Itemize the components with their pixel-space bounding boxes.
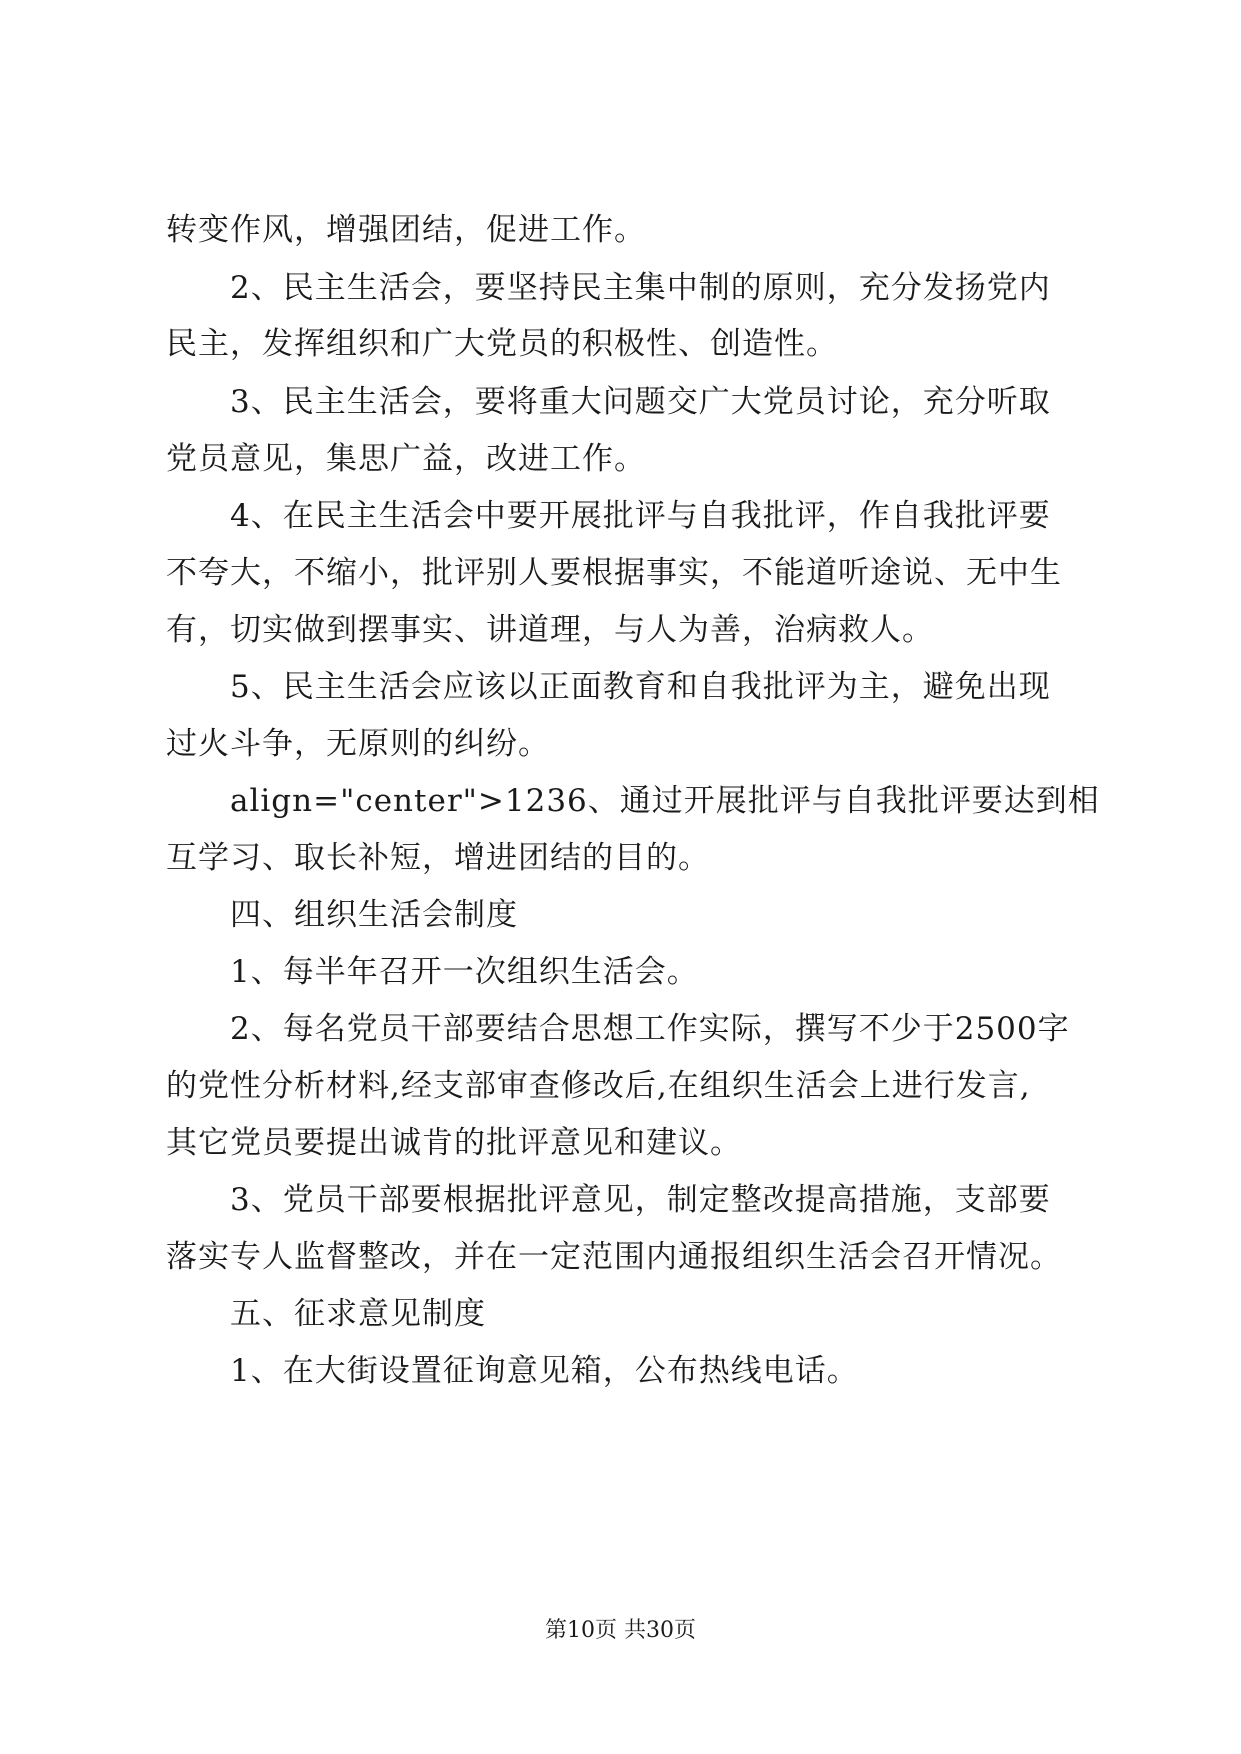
text-line-19: 落实专人监督整改，并在一定范围内通报组织生活会召开情况。 xyxy=(166,1239,1062,1275)
text-line-3: 民主，发挥组织和广大党员的积极性、创造性。 xyxy=(166,326,838,362)
text-line-21: 1、在大街设置征询意见箱，公布热线电话。 xyxy=(230,1353,859,1389)
text-line-1: 转变作风，增强团结，促进工作。 xyxy=(166,212,646,248)
text-line-10: 过火斗争，无原则的纠纷。 xyxy=(166,726,550,762)
section-heading-4: 四、组织生活会制度 xyxy=(230,897,518,933)
text-line-14: 1、每半年召开一次组织生活会。 xyxy=(230,954,699,990)
text-line-4: 3、民主生活会，要将重大问题交广大党员讨论，充分听取 xyxy=(230,384,1051,420)
text-line-2: 2、民主生活会，要坚持民主集中制的原则，充分发扬党内 xyxy=(230,270,1051,306)
text-line-9: 5、民主生活会应该以正面教育和自我批评为主，避免出现 xyxy=(230,669,1051,705)
text-line-7: 不夸大，不缩小，批评别人要根据事实，不能道听途说、无中生 xyxy=(166,555,1062,591)
section-heading-5: 五、征求意见制度 xyxy=(230,1296,486,1332)
text-line-5: 党员意见，集思广益，改进工作。 xyxy=(166,441,646,477)
text-line-8: 有，切实做到摆事实、讲道理，与人为善，治病救人。 xyxy=(166,612,934,648)
text-line-6: 4、在民主生活会中要开展批评与自我批评，作自我批评要 xyxy=(230,498,1051,534)
text-line-12: 互学习、取长补短，增进团结的目的。 xyxy=(166,840,710,876)
text-line-18: 3、党员干部要根据批评意见，制定整改提高措施，支部要 xyxy=(230,1182,1051,1218)
text-line-16: 的党性分析材料,经支部审查修改后,在组织生活会上进行发言, xyxy=(166,1068,1031,1104)
text-line-11: align="center">1236、通过开展批评与自我批评要达到相 xyxy=(230,783,1100,819)
text-line-17: 其它党员要提出诚肯的批评意见和建议。 xyxy=(166,1125,742,1161)
page-number-footer: 第10页 共30页 xyxy=(545,1618,696,1643)
text-line-15: 2、每名党员干部要结合思想工作实际，撰写不少于2500字 xyxy=(230,1011,1070,1047)
